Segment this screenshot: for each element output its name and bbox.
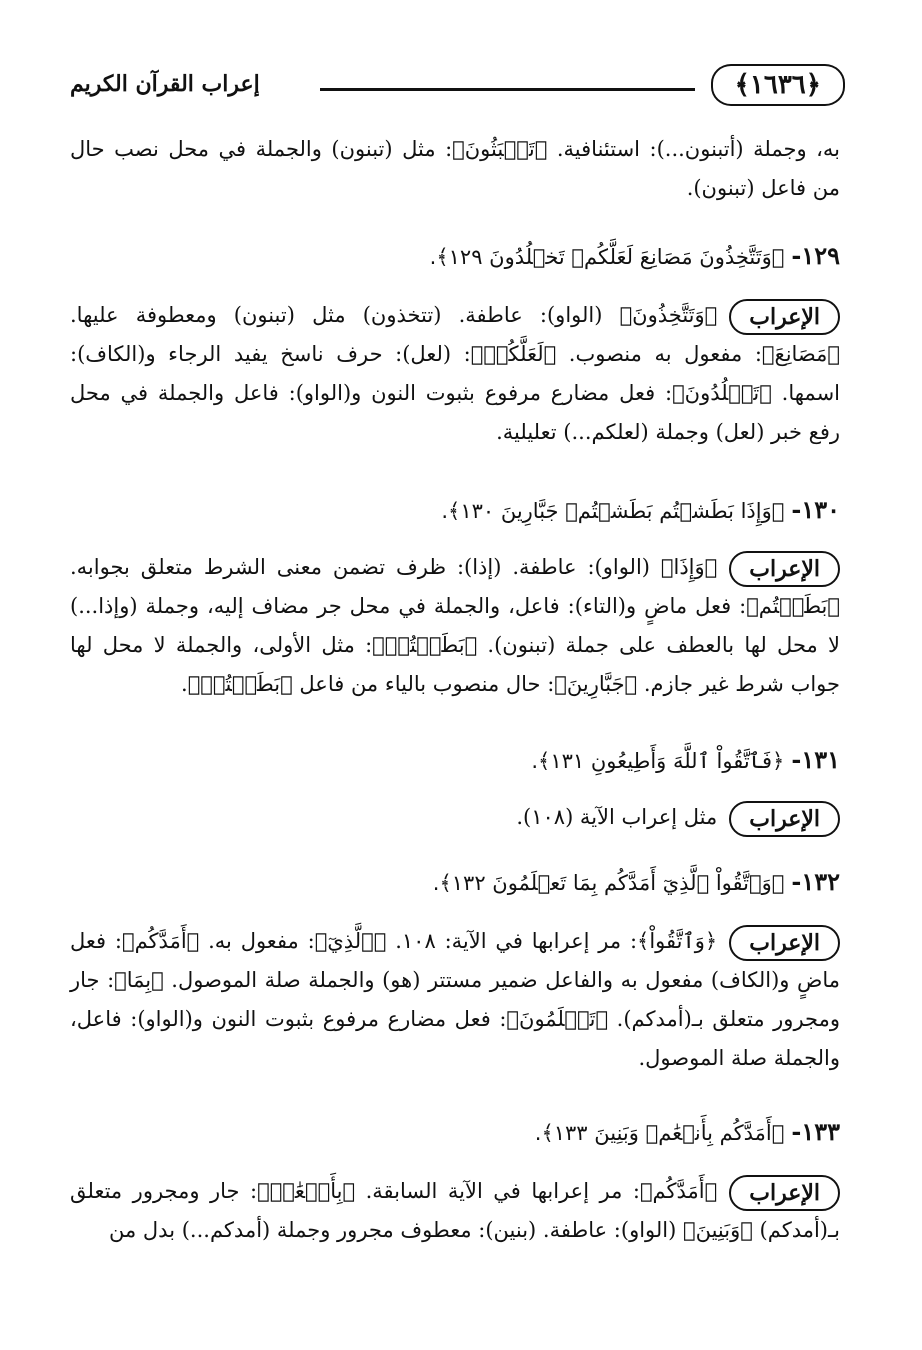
verse-number: ١٣٣-	[791, 1117, 840, 1146]
irab-text: ﴿وَتَتَّخِذُونَ﴾ (الواو): عاطفة. (تتخذون) مثل (تبنون) ومعطوفة عليها. ﴿مَصَانِعَ﴾: مفعول به منصوب. ﴿لَعَلَّكُمۡ﴾: (لعل): حرف ناسخ يفيد الرجاء و(الكاف): اسمها. ﴿تَخۡلُدُونَ﴾: فعل مضارع مرفوع بثبوت النون و(الواو): فاعل والجملة في محل رفع خبر (لعل) وجملة (لعلكم...) تعليلية.	[70, 303, 840, 444]
verse-number: ١٣١-	[791, 745, 840, 774]
verse-number: ١٣٢-	[791, 867, 840, 896]
irab-section-133	[70, 1172, 840, 1250]
irab-section-131	[70, 798, 840, 837]
irab-section-132	[70, 922, 840, 1078]
irab-label-badge: الإعراب	[729, 1175, 840, 1211]
verse-text: ﴿وَٱتَّقُواْ ٱلَّذِيٓ أَمَدَّكُم بِمَا تَعۡلَمُونَ ١٣٢﴾.	[432, 871, 785, 895]
book-title: إعراب القرآن الكريم	[70, 71, 260, 97]
verse-heading-130	[70, 490, 840, 532]
irab-section-130	[70, 548, 840, 704]
irab-label-badge: الإعراب	[729, 299, 840, 335]
verse-text: ﴿أَمَدَّكُم بِأَنۡعَٰمٖ وَبَنِينَ ١٣٣﴾.	[534, 1121, 785, 1145]
irab-text: ﴿وَٱتَّقُواْ﴾: مر إعرابها في الآية: ١٠٨. ﴿ٱلَّذِيٓ﴾: مفعول به. ﴿أَمَدَّكُم﴾: فعل ماضٍ و(الكاف) مفعول به والفاعل ضمير مستتر (هو) والجملة صلة الموصول. ﴿بِمَا﴾: جار ومجرور متعلق بـ(أمدكم). ﴿تَعۡلَمُونَ﴾: فعل مضارع مرفوع بثبوت النون و(الواو): فاعل، والجملة صلة الموصول.	[70, 929, 840, 1070]
irab-label-badge: الإعراب	[729, 925, 840, 961]
continuation-paragraph	[70, 130, 840, 208]
irab-section-129	[70, 296, 840, 452]
irab-label-badge: الإعراب	[729, 551, 840, 587]
verse-number: ١٢٩-	[791, 241, 840, 270]
irab-text: ﴿وَإِذَا﴾ (الواو): عاطفة. (إذا): ظرف تضمن معنى الشرط متعلق بجوابه. ﴿بَطَشۡتُم﴾: فعل ماضٍ و(التاء): فاعل، والجملة في محل جر مضاف إليه، وجملة (وإذا...) لا محل لها بالعطف على جملة (تبنون). ﴿بَطَشۡتُمۡ﴾: مثل الأولى، والجملة لا محل لها جواب شرط غير جازم. ﴿جَبَّارِينَ﴾: حال منصوب بالياء من فاعل ﴿بَطَشۡتُمۡ﴾.	[70, 555, 840, 696]
verse-heading-131	[70, 740, 840, 782]
verse-text: ﴿وَتَتَّخِذُونَ مَصَانِعَ لَعَلَّكُمۡ تَخۡلُدُونَ ١٢٩﴾.	[429, 245, 785, 269]
verse-heading-129	[70, 236, 840, 278]
verse-heading-133	[70, 1112, 840, 1154]
verse-number: ١٣٠-	[791, 495, 840, 524]
verse-heading-132	[70, 862, 840, 904]
verse-text: ﴿فَٱتَّقُواْ ٱللَّهَ وَأَطِيعُونِ ١٣١﴾.	[531, 749, 785, 773]
irab-text: مثل إعراب الآية (١٠٨).	[516, 805, 718, 829]
header-rule	[320, 88, 695, 91]
page-number: ﴿١٦٣٦﴾	[711, 64, 845, 106]
irab-label-badge: الإعراب	[729, 801, 840, 837]
verse-text: ﴿وَإِذَا بَطَشۡتُم بَطَشۡتُمۡ جَبَّارِينَ ١٣٠﴾.	[441, 499, 785, 523]
irab-text: ﴿أَمَدَّكُم﴾: مر إعرابها في الآية السابقة. ﴿بِأَنۡعَٰمٖ﴾: جار ومجرور متعلق بـ(أمدكم) ﴿وَبَنِينَ﴾ (الواو): عاطفة. (بنين): معطوف مجرور وجملة (أمدكم...) بدل من	[70, 1179, 840, 1242]
page-header	[70, 60, 845, 110]
paragraph-text: به، وجملة (أتبنون...): استئنافية. ﴿تَعۡبَثُونَ﴾: مثل (تبنون) والجملة في محل نصب حال من فاعل (تبنون).	[70, 137, 840, 200]
